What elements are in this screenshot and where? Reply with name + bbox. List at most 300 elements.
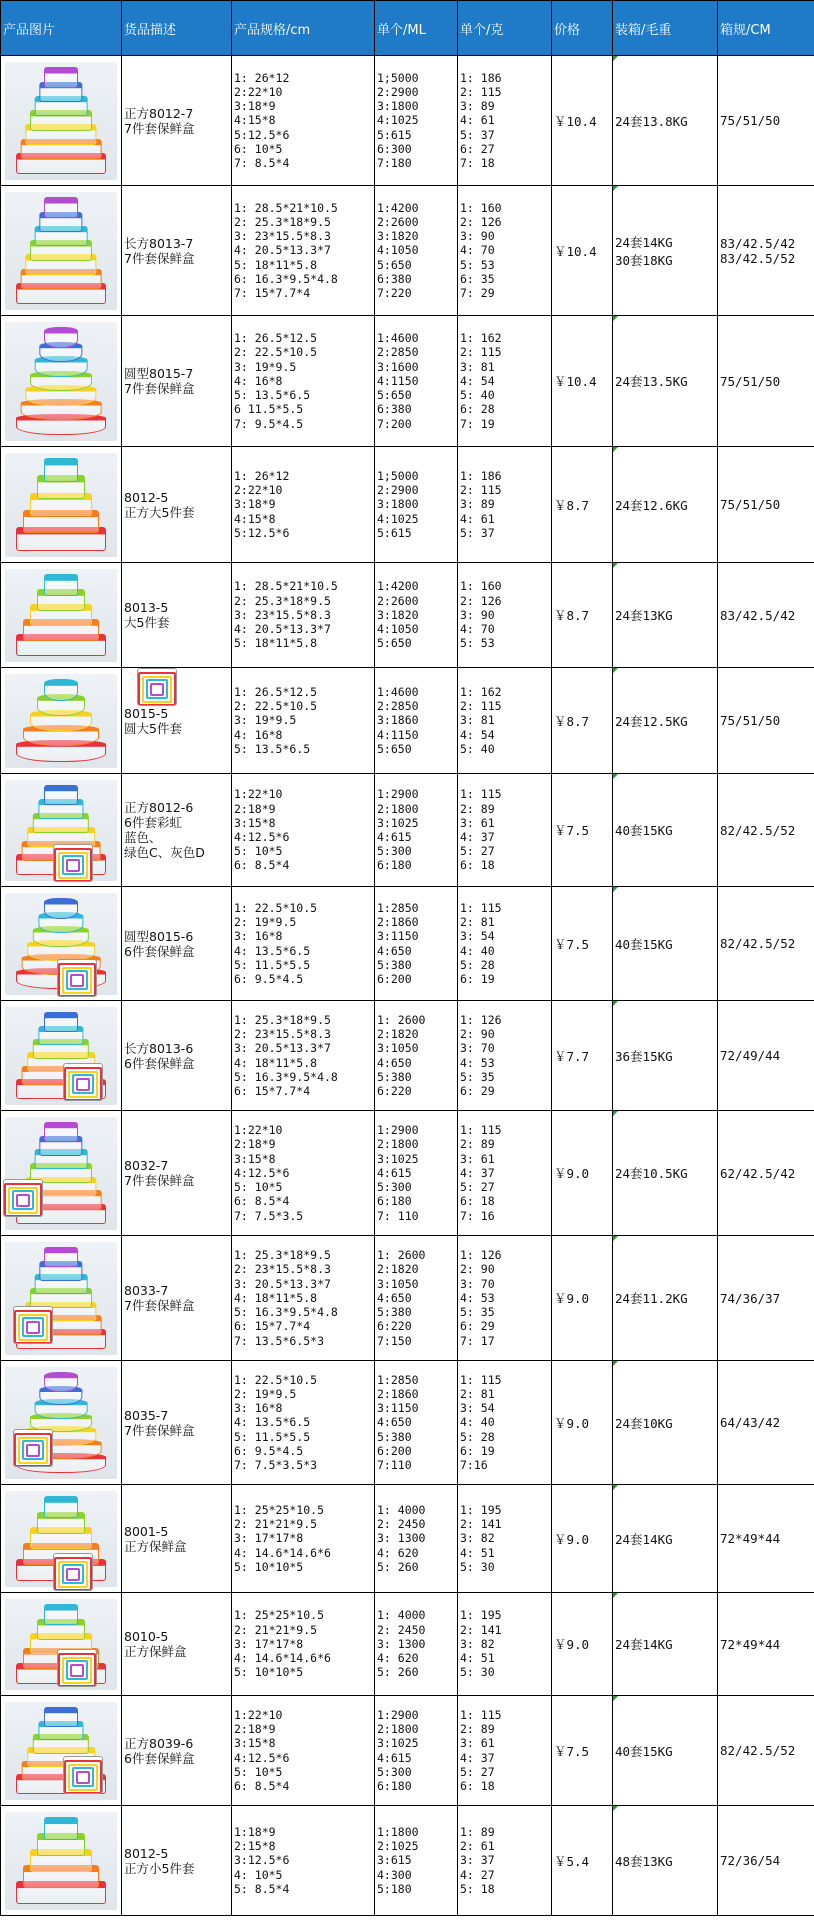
product-photo — [5, 192, 117, 310]
product-description — [122, 1806, 232, 1916]
spec-item: 1: 25.3*18*9.5 — [234, 1248, 331, 1263]
packing-weight — [613, 1593, 718, 1696]
spec-item: 3:15*8 — [234, 1151, 276, 1166]
product-description — [122, 887, 232, 1001]
table-row — [1, 316, 814, 447]
table-row — [1, 1361, 814, 1485]
volume-item: 7:110 — [377, 1458, 412, 1472]
carton-size — [718, 1111, 814, 1236]
spec-item: 7: 7.5*3.5*3 — [234, 1458, 318, 1472]
packing-weight — [613, 887, 718, 1001]
description-line: 圆型8015-7 — [124, 366, 194, 381]
spec-item: 5: 8.5*4 — [234, 1881, 290, 1896]
volume-list — [375, 774, 458, 887]
packing-line: 24套10.5KG — [615, 1166, 688, 1181]
product-image-cell — [1, 1001, 122, 1111]
volume-item: 2:2600 — [377, 593, 419, 608]
carton-line: 74/36/37 — [720, 1290, 781, 1306]
product-description — [122, 1593, 232, 1696]
volume-item: 2:2850 — [377, 699, 419, 714]
product-description — [122, 447, 232, 563]
packing-line: 24套11.2KG — [615, 1291, 688, 1306]
spec-list — [232, 774, 375, 887]
volume-item: 1:2900 — [377, 1123, 419, 1138]
volume-item: 4:650 — [377, 943, 412, 958]
carton-size — [718, 1806, 814, 1916]
thumbnail-box — [16, 1194, 30, 1207]
spec-item: 5: 10*10*5 — [234, 1559, 304, 1574]
product-photo — [5, 322, 117, 441]
inset-thumbnail — [137, 668, 177, 706]
container-box — [44, 67, 78, 88]
spec-item: 2: 25.3*18*9.5 — [234, 593, 331, 608]
container-box — [44, 1817, 78, 1839]
product-image-cell — [1, 186, 122, 316]
spec-item: 6: 8.5*4 — [234, 1194, 290, 1209]
spec-item: 1: 22.5*10.5 — [234, 900, 318, 915]
volume-item: 1: 4000 — [377, 1608, 426, 1623]
weight-item: 1: 160 — [460, 200, 502, 215]
packing-line: 40套15KG — [615, 823, 673, 838]
spec-item: 4:15*8 — [234, 113, 276, 128]
weight-item: 1: 186 — [460, 70, 502, 85]
spec-item: 4:15*8 — [234, 511, 276, 526]
spec-item: 1: 26*12 — [234, 70, 290, 85]
weight-item: 6: 19 — [460, 1443, 495, 1458]
volume-item: 4:1025 — [377, 113, 419, 128]
spec-item: 1: 25*25*10.5 — [234, 1502, 325, 1517]
description-line: 正方小5件套 — [124, 1860, 195, 1876]
product-description — [122, 1696, 232, 1806]
volume-item: 7:150 — [377, 1333, 412, 1348]
spec-item: 3:12.5*6 — [234, 1853, 290, 1868]
volume-item: 3:1800 — [377, 497, 419, 512]
header-price: 价格 — [552, 1, 613, 56]
volume-item: 4:615 — [377, 1750, 412, 1765]
table-row — [1, 887, 814, 1001]
description-line: 蓝色、 — [124, 830, 162, 845]
volume-item: 1:2900 — [377, 787, 419, 802]
weight-list — [458, 887, 552, 1001]
volume-item: 4:1150 — [377, 373, 419, 388]
volume-item: 2:1800 — [377, 1137, 419, 1152]
weight-item: 2: 141 — [460, 1517, 502, 1532]
product-description — [122, 1001, 232, 1111]
volume-item: 5:300 — [377, 1764, 412, 1779]
weight-item: 2: 126 — [460, 214, 502, 229]
volume-item: 6:180 — [377, 1194, 412, 1209]
weight-item: 4: 51 — [460, 1651, 495, 1666]
spec-item: 4: 20.5*13.3*7 — [234, 243, 331, 258]
price: ￥8.7 — [552, 447, 613, 563]
volume-item: 1:1800 — [377, 1824, 419, 1839]
spec-list — [232, 1593, 375, 1696]
volume-list — [375, 1593, 458, 1696]
spec-item: 3: 20.5*13.3*7 — [234, 1041, 331, 1056]
spec-item: 1: 26.5*12.5 — [234, 684, 318, 699]
spec-item: 3: 20.5*13.3*7 — [234, 1276, 331, 1291]
weight-item: 4: 70 — [460, 622, 495, 637]
spec-item: 4: 13.5*6.5 — [234, 1415, 311, 1430]
header-product-image: 产品图片 — [1, 1, 122, 56]
volume-item: 3:1600 — [377, 359, 419, 374]
weight-item: 1: 126 — [460, 1012, 502, 1027]
volume-item: 5:650 — [377, 636, 412, 651]
volume-item: 4:615 — [377, 1165, 412, 1180]
spec-item: 5: 11.5*5.5 — [234, 1429, 311, 1444]
spec-item: 2: 23*15.5*8.3 — [234, 1027, 331, 1042]
container-box — [44, 1122, 78, 1142]
volume-item: 2:2850 — [377, 345, 419, 360]
description-line: 8032-7 — [124, 1158, 169, 1173]
weight-item: 3: 81 — [460, 359, 495, 374]
volume-item: 5:615 — [377, 127, 412, 142]
description-line: 长方8013-6 — [124, 1040, 194, 1056]
spec-item: 4: 16*8 — [234, 373, 283, 388]
carton-line: 62/42.5/42 — [720, 1165, 796, 1181]
weight-list — [458, 447, 552, 563]
weight-item: 5: 40 — [460, 388, 495, 403]
spec-list — [232, 668, 375, 774]
price: ￥8.7 — [552, 668, 613, 774]
volume-item: 5:380 — [377, 1069, 412, 1084]
table-row — [1, 1593, 814, 1696]
spec-item: 6: 9.5*4.5 — [234, 1443, 304, 1458]
description-line: 8033-7 — [124, 1283, 169, 1298]
weight-item: 7: 19 — [460, 416, 495, 431]
spec-item: 7: 8.5*4 — [234, 156, 290, 170]
weight-item: 5: 27 — [460, 1764, 495, 1779]
carton-size — [718, 1361, 814, 1485]
volume-item: 7:220 — [377, 286, 412, 300]
description-line: 7件套保鲜盒 — [124, 381, 195, 396]
volume-item: 5:650 — [377, 741, 412, 756]
carton-line: 83/42.5/52 — [720, 250, 796, 266]
spec-item: 5: 13.5*6.5 — [234, 388, 311, 403]
thumbnail-box — [70, 1664, 84, 1677]
packing-line: 24套13.8KG — [615, 113, 688, 129]
packing-line: 24套14KG — [615, 1531, 673, 1547]
product-image-cell — [1, 563, 122, 668]
weight-item: 2: 115 — [460, 483, 502, 498]
volume-item: 2:1820 — [377, 1027, 419, 1042]
volume-item: 7:180 — [377, 156, 412, 170]
volume-item: 3: 1300 — [377, 1636, 426, 1651]
spec-item: 5: 18*11*5.8 — [234, 636, 318, 651]
weight-item: 4: 61 — [460, 113, 495, 128]
spec-item: 2: 23*15.5*8.3 — [234, 1262, 331, 1277]
weight-item: 7: 16 — [460, 1208, 495, 1223]
weight-item: 3: 82 — [460, 1531, 495, 1546]
description-line: 6件套保鲜盒 — [124, 1055, 195, 1071]
spec-item: 2: 22.5*10.5 — [234, 699, 318, 714]
carton-size — [718, 316, 814, 447]
carton-size — [718, 774, 814, 887]
table-row — [1, 1001, 814, 1111]
spec-item: 6: 9.5*4.5 — [234, 971, 304, 986]
volume-item: 3:1050 — [377, 1276, 419, 1291]
volume-item: 1: 2600 — [377, 1012, 426, 1027]
spec-item: 2: 19*9.5 — [234, 915, 297, 930]
carton-size — [718, 668, 814, 774]
product-description — [122, 316, 232, 447]
spec-item: 3:18*9 — [234, 99, 276, 114]
weight-list — [458, 1593, 552, 1696]
product-image-cell — [1, 1236, 122, 1361]
weight-item: 4: 37 — [460, 1750, 495, 1765]
product-image-cell — [1, 668, 122, 774]
volume-item: 5:615 — [377, 525, 412, 540]
weight-item: 3: 90 — [460, 607, 495, 622]
product-image-cell — [1, 1806, 122, 1916]
packing-weight — [613, 774, 718, 887]
volume-item: 3:1150 — [377, 1401, 419, 1416]
weight-item: 3: 61 — [460, 1736, 495, 1751]
carton-line: 82/42.5/52 — [720, 1743, 796, 1758]
description-line: 正方大5件套 — [124, 504, 195, 520]
carton-line: 72*49*44 — [720, 1636, 781, 1652]
weight-item: 6: 18 — [460, 1778, 495, 1793]
inset-thumbnail — [53, 1553, 93, 1591]
table-row — [1, 447, 814, 563]
price: ￥9.0 — [552, 1236, 613, 1361]
volume-item: 3:615 — [377, 1853, 412, 1868]
volume-item: 4:650 — [377, 1415, 412, 1430]
spec-item: 4:12.5*6 — [234, 1165, 290, 1180]
weight-item: 7: 29 — [460, 286, 495, 300]
volume-item: 4:1025 — [377, 511, 419, 526]
weight-item: 3: 90 — [460, 229, 495, 244]
spec-list — [232, 56, 375, 186]
weight-item: 2: 81 — [460, 915, 495, 930]
weight-item: 4: 54 — [460, 373, 495, 388]
spec-list — [232, 1806, 375, 1916]
carton-line: 75/51/50 — [720, 113, 781, 128]
thumbnail-box — [26, 1321, 40, 1334]
description-line: 7件套保鲜盒 — [124, 1422, 195, 1438]
weight-list — [458, 563, 552, 668]
volume-item: 4:1050 — [377, 243, 419, 258]
spec-list — [232, 1001, 375, 1111]
weight-item: 6: 27 — [460, 141, 495, 156]
weight-item: 2: 89 — [460, 801, 495, 816]
inset-thumbnail — [3, 1179, 43, 1217]
description-line: 7件套保鲜盒 — [124, 1173, 195, 1188]
price: ￥8.7 — [552, 563, 613, 668]
table-row — [1, 1111, 814, 1236]
spec-item: 5: 16.3*9.5*4.8 — [234, 1069, 338, 1084]
volume-list — [375, 56, 458, 186]
weight-item: 1: 115 — [460, 787, 502, 802]
spec-list — [232, 1236, 375, 1361]
description-line: 长方8013-7 — [124, 235, 194, 251]
spec-item: 2:15*8 — [234, 1839, 276, 1854]
spec-item: 1:22*10 — [234, 787, 283, 802]
spec-item: 7: 9.5*4.5 — [234, 416, 304, 431]
volume-list — [375, 186, 458, 316]
price: ￥10.4 — [552, 56, 613, 186]
weight-item: 3: 54 — [460, 1401, 495, 1416]
price: ￥9.0 — [552, 1593, 613, 1696]
price: ￥10.4 — [552, 316, 613, 447]
packing-weight — [613, 1696, 718, 1806]
spec-item: 6: 8.5*4 — [234, 858, 290, 873]
spec-item: 1: 28.5*21*10.5 — [234, 579, 338, 594]
weight-item: 5: 37 — [460, 525, 495, 540]
packing-weight — [613, 1001, 718, 1111]
weight-list — [458, 1696, 552, 1806]
spec-item: 3: 23*15.5*8.3 — [234, 229, 331, 244]
product-image-cell — [1, 887, 122, 1001]
weight-item: 3: 89 — [460, 99, 495, 114]
description-line: 6件套保鲜盒 — [124, 1750, 195, 1766]
weight-item: 4: 37 — [460, 830, 495, 844]
table-row — [1, 774, 814, 887]
spec-item: 6: 15*7.7*4 — [234, 1083, 311, 1098]
weight-item: 5: 53 — [460, 636, 495, 651]
volume-item: 6:200 — [377, 971, 412, 986]
spec-item: 4:12.5*6 — [234, 1750, 290, 1765]
volume-item: 3:1150 — [377, 929, 419, 944]
packing-line: 24套13KG — [615, 608, 673, 623]
thumbnail-box — [66, 859, 80, 872]
spec-item: 1: 25*25*10.5 — [234, 1608, 325, 1623]
spec-item: 4:12.5*6 — [234, 830, 290, 844]
volume-item: 5:300 — [377, 1180, 412, 1195]
volume-item: 2:1025 — [377, 1839, 419, 1854]
volume-item: 6:220 — [377, 1083, 412, 1098]
weight-item: 4: 53 — [460, 1055, 495, 1070]
volume-item: 1: 2600 — [377, 1248, 426, 1263]
weight-item: 3: 82 — [460, 1636, 495, 1651]
weight-item: 1: 162 — [460, 684, 502, 699]
weight-item: 6: 18 — [460, 1194, 495, 1209]
packing-weight — [613, 1485, 718, 1593]
volume-item: 5:380 — [377, 1429, 412, 1444]
header-packing: 装箱/毛重 — [613, 1, 718, 56]
spec-item: 2: 25.3*18*9.5 — [234, 214, 331, 229]
weight-list — [458, 186, 552, 316]
weight-item: 1: 186 — [460, 468, 502, 483]
description-line: 8035-7 — [124, 1407, 169, 1423]
volume-item: 1:4600 — [377, 684, 419, 699]
volume-item: 2:1860 — [377, 1386, 419, 1401]
weight-item: 5: 53 — [460, 257, 495, 272]
volume-item: 7: 110 — [377, 1208, 419, 1223]
table-row — [1, 1696, 814, 1806]
volume-list — [375, 316, 458, 447]
weight-list — [458, 1236, 552, 1361]
thumbnail-box — [76, 1078, 90, 1091]
container-box — [44, 1707, 78, 1727]
weight-item: 5: 18 — [460, 1881, 495, 1896]
price: ￥5.4 — [552, 1806, 613, 1916]
spec-item: 1: 28.5*21*10.5 — [234, 200, 338, 215]
volume-item: 1:4200 — [377, 579, 419, 594]
product-description — [122, 563, 232, 668]
weight-item: 5: 35 — [460, 1069, 495, 1084]
carton-size — [718, 447, 814, 563]
spec-item: 1: 22.5*10.5 — [234, 1372, 318, 1387]
price: ￥7.5 — [552, 774, 613, 887]
volume-item: 3:1025 — [377, 1151, 419, 1166]
container-box — [44, 679, 78, 701]
weight-item: 2: 90 — [460, 1262, 495, 1277]
carton-line: 72/49/44 — [720, 1048, 781, 1063]
packing-weight — [613, 1236, 718, 1361]
spec-list — [232, 1111, 375, 1236]
description-line: 正方8039-6 — [124, 1735, 194, 1751]
packing-line: 30套18KG — [615, 252, 673, 268]
packing-line: 48套13KG — [615, 1853, 673, 1869]
spec-item: 4: 13.5*6.5 — [234, 943, 311, 958]
volume-item: 2:1800 — [377, 1722, 419, 1737]
description-line: 圆大5件套 — [124, 720, 182, 736]
description-line: 8010-5 — [124, 1629, 169, 1644]
volume-item: 3:1050 — [377, 1041, 419, 1056]
weight-item: 7: 18 — [460, 156, 495, 170]
weight-item: 3: 70 — [460, 1276, 495, 1291]
thumbnail-box — [150, 683, 164, 696]
volume-item: 1:4200 — [377, 200, 419, 215]
weight-item: 4: 37 — [460, 1165, 495, 1180]
spec-list — [232, 1696, 375, 1806]
price: ￥9.0 — [552, 1111, 613, 1236]
weight-list — [458, 1806, 552, 1916]
price: ￥7.5 — [552, 887, 613, 1001]
weight-item: 5: 27 — [460, 844, 495, 859]
weight-item: 7: 17 — [460, 1333, 495, 1348]
table-row — [1, 563, 814, 668]
spec-item: 3: 23*15.5*8.3 — [234, 607, 331, 622]
volume-item: 4:1150 — [377, 727, 419, 742]
weight-item: 3: 81 — [460, 713, 495, 728]
product-description — [122, 186, 232, 316]
weight-item: 2: 115 — [460, 699, 502, 714]
spec-list — [232, 447, 375, 563]
container-box — [44, 197, 78, 218]
container-box — [44, 1604, 78, 1625]
packing-weight — [613, 1111, 718, 1236]
volume-item: 3:1025 — [377, 1736, 419, 1751]
volume-item: 6:380 — [377, 402, 412, 417]
packing-line: 24套10KG — [615, 1415, 673, 1431]
spec-item: 2:22*10 — [234, 483, 283, 498]
volume-item: 4: 620 — [377, 1545, 419, 1560]
weight-item: 5: 40 — [460, 741, 495, 756]
packing-weight — [613, 1361, 718, 1485]
weight-item: 1: 195 — [460, 1502, 502, 1517]
container-box — [44, 458, 78, 482]
weight-item: 5: 37 — [460, 127, 495, 142]
inset-thumbnail — [53, 844, 93, 882]
weight-item: 1: 160 — [460, 579, 502, 594]
volume-list — [375, 1236, 458, 1361]
spec-item: 3: 19*9.5 — [234, 359, 297, 374]
spec-list — [232, 887, 375, 1001]
volume-item: 2:2900 — [377, 483, 419, 498]
product-image-cell — [1, 1111, 122, 1236]
description-line: 圆型8015-6 — [124, 928, 194, 944]
spec-item: 1:22*10 — [234, 1123, 283, 1138]
volume-item: 6:180 — [377, 1778, 412, 1793]
description-line: 正方8012-7 — [124, 105, 194, 121]
description-line: 7件套保鲜盒 — [124, 120, 195, 136]
weight-item: 4: 53 — [460, 1290, 495, 1305]
carton-size — [718, 186, 814, 316]
volume-item: 4: 620 — [377, 1651, 419, 1666]
spec-item: 4: 10*5 — [234, 1867, 283, 1882]
